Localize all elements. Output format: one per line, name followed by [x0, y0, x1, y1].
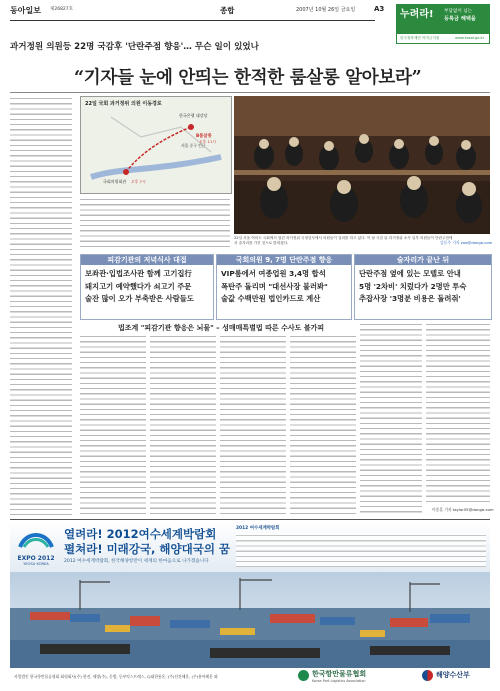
- summary-box-3-line3: 추잡사장 '3명분 비용은 돌려줘': [359, 294, 461, 303]
- body-text-column-1: [10, 96, 72, 516]
- expo-headline-2: 펼쳐라! 미래강국, 해양대국의 꿈: [64, 542, 231, 556]
- article-kicker: 과거정원 의원등 22명 국감후 '단란주점 향응'… 무슨 일이 있었나: [10, 42, 259, 52]
- section-title: 종합: [220, 6, 235, 15]
- photo-credit: 김동주 기자 zoo@donga.com: [440, 240, 493, 245]
- expo-info-title: 2012 여수세계박람회: [236, 526, 280, 531]
- ministry-name: 해양수산부: [436, 671, 470, 679]
- map-label-time1: 오후 7시: [131, 179, 146, 184]
- summary-box-3-label: 술자리가 끝난 뒤: [355, 255, 491, 265]
- issue-number: 제26827호: [50, 7, 74, 12]
- paper-name: 동아일보: [10, 5, 41, 15]
- corner-ad-org: 한국장학재단 학자금지원: [400, 36, 440, 40]
- expo-headline-1: 열려라! 2012여수세계박람회: [64, 527, 217, 541]
- map-label-area: 서울 중구 인근: [181, 143, 206, 148]
- reporter-byline: 이종훈 기자 taylor55@donga.com: [432, 507, 494, 512]
- dateline: 2007년 10월 26일 금요일: [296, 7, 356, 13]
- summary-box-2-line2: 폭탄주 돌리며 "대선사장 불러봐": [221, 281, 328, 291]
- corner-ad-url: www.kosaf.go.kr: [455, 36, 485, 40]
- assoc-name-en: Korea Port Logistics Association: [312, 679, 366, 683]
- summary-box-2-label: 국회의원 9, 7명 단란주점 향응: [217, 255, 351, 265]
- map-label-assembly: 국회의원회관: [103, 179, 127, 184]
- masthead-rule: [10, 20, 375, 21]
- expo-info: [236, 525, 486, 567]
- body-text-column-3: [80, 334, 146, 514]
- expo-logo: [16, 527, 56, 565]
- corner-ad-headline: 누려라!: [400, 9, 434, 20]
- body-text-column-2: [80, 197, 230, 249]
- body-text-column-7: [360, 322, 422, 514]
- article-subhead: 법조계 "피감기관 향응은 뇌물" – 성매매특별법 따른 수사도 불가피: [118, 324, 325, 332]
- summary-box-1-line3: 술잔 많이 오가 부축받은 사람들도: [85, 294, 194, 303]
- assoc-name: 한국항만물류협회: [312, 670, 367, 678]
- port-photo: [10, 570, 490, 668]
- expo-ad[interactable]: [10, 522, 490, 686]
- expo-footer-text: 사업법인 한국항만물류협회 회원회사(주) 한진, 세방(주), 동방, 동부익스프레스, CJ대한통운, (주)선진해운, (주)흥아해운 외: [14, 674, 218, 679]
- corner-ad-line2: 등록금 해택을: [444, 16, 476, 22]
- summary-box-1-line2: 돼지고기 예약했다가 쇠고기 주문: [85, 281, 192, 291]
- summary-box-1-label: 피감기관의 저녁식사 대접: [81, 255, 213, 265]
- assoc-logo-icon: [298, 670, 309, 681]
- summary-box-3-line2: 5명 '2차비' 치렀다가 2명만 투숙: [359, 281, 467, 291]
- photo-caption: 22일 서울 여의도 국회에서 열린 과거정위 국정감사에서 의원들이 질의를 하고 있다. 이 날 국감 뒤 과거정위 소속 일부 의원들이 단란주점에서 술자리를 가진 것으로 밝혀졌다.: [234, 236, 453, 245]
- map-label-salon: B룸살롱: [196, 134, 212, 139]
- map-label-bank: 한국은행 대강당: [179, 113, 208, 118]
- summary-box-2-line3: 술값 수백만원 법인카드로 계산: [221, 294, 321, 303]
- expo-logo-text: EXPO 2012: [17, 555, 55, 562]
- route-map: [80, 96, 232, 194]
- ministry-logo-icon: [422, 670, 433, 681]
- body-text-column-8: [426, 322, 490, 506]
- summary-box-3-line1: 단란주점 옆에 있는 모텔로 안내: [359, 269, 461, 278]
- article-headline: “기자들 눈에 안띄는 한적한 룸살롱 알아보라”: [74, 68, 422, 88]
- body-text-column-4: [150, 334, 216, 514]
- body-text-column-5: [220, 334, 286, 514]
- body-text-column-6: [290, 334, 356, 514]
- corner-ad[interactable]: [396, 4, 490, 44]
- map-label-time2: 오후 11시: [199, 139, 217, 144]
- summary-box-2: [216, 254, 352, 320]
- hearing-photo: [234, 96, 490, 234]
- summary-box-3: [354, 254, 492, 320]
- expo-subline: 2012 여수세계박람회, 한국해양항만이 세계의 한마음으로 나가겠습니다: [64, 559, 209, 564]
- corner-ad-line1: 부담없이 넘는: [444, 9, 473, 14]
- summary-box-1: [80, 254, 214, 320]
- map-title: 22일 국회 과거정위 의원 이동경로: [85, 101, 162, 107]
- expo-logo-sub: YEOSU KOREA: [23, 562, 49, 566]
- page-number: A3: [374, 5, 385, 13]
- summary-box-2-line1: VIP룸에서 여종업원 3,4명 합석: [221, 269, 326, 278]
- summary-box-1-line1: 보좌관·입법조사관 함께 고기집行: [85, 269, 192, 278]
